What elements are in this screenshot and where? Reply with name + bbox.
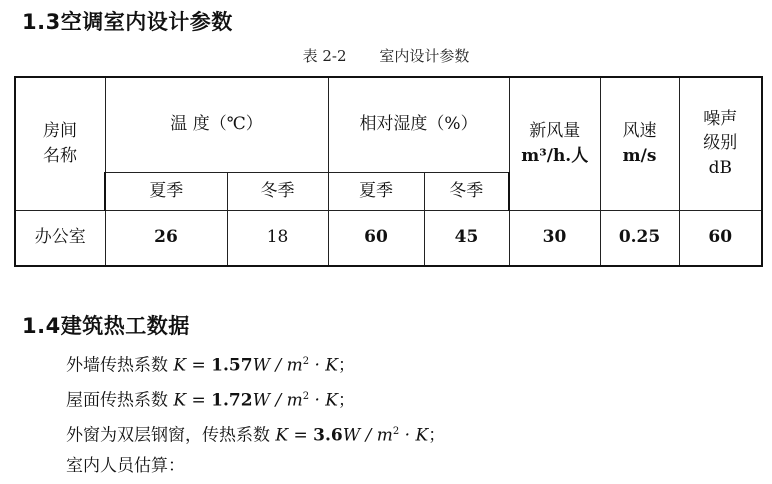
cell-fresh-air: 30 (509, 210, 600, 266)
header-wind-speed: 风速 m/s (600, 77, 679, 210)
header-fresh-air: 新风量 m³/h.人 (509, 77, 600, 210)
cell-hum-summer: 60 (328, 210, 424, 266)
subheader-temp-winter: 冬季 (227, 172, 328, 210)
subheader-hum-summer: 夏季 (328, 172, 424, 210)
section-heading-design-params: 1.3空调室内设计参数 (22, 10, 233, 34)
thermal-data-lines (66, 344, 445, 484)
roof-coefficient-line: 屋面传热系数 $K = 1.72W / m^2 \cdot K$； (66, 390, 356, 411)
subheader-temp-summer: 夏季 (105, 172, 227, 210)
section-heading-thermal-data: 1.4建筑热工数据 (22, 314, 190, 338)
indoor-design-params-table (14, 76, 763, 267)
subheader-hum-winter: 冬季 (424, 172, 509, 210)
wall-coefficient-line: 外墙传热系数 $K = 1.57W / m^2 \cdot K$； (66, 355, 356, 376)
occupant-estimate-line: 室内人员估算： (66, 456, 185, 476)
table-caption-number: 表 2-2 (302, 47, 347, 65)
table-row (15, 210, 762, 266)
header-humidity: 相对湿度（%） (328, 77, 509, 172)
cell-hum-winter: 45 (424, 210, 509, 266)
header-temperature: 温 度（℃） (105, 77, 328, 172)
table-caption-title: 室内设计参数 (379, 47, 470, 65)
cell-room: 办公室 (15, 210, 105, 266)
cell-temp-summer: 26 (105, 210, 227, 266)
table-header-row (15, 77, 762, 172)
window-coefficient-line: 外窗为双层钢窗，传热系数 $K = 3.6W / m^2 \cdot K$； (66, 425, 446, 446)
table-caption (0, 45, 772, 66)
cell-noise: 60 (679, 210, 762, 266)
header-room-name: 房间 名称 (15, 77, 105, 210)
cell-temp-winter: 18 (227, 210, 328, 266)
cell-wind-speed: 0.25 (600, 210, 679, 266)
header-noise-level: 噪声 级别 dB (679, 77, 762, 210)
